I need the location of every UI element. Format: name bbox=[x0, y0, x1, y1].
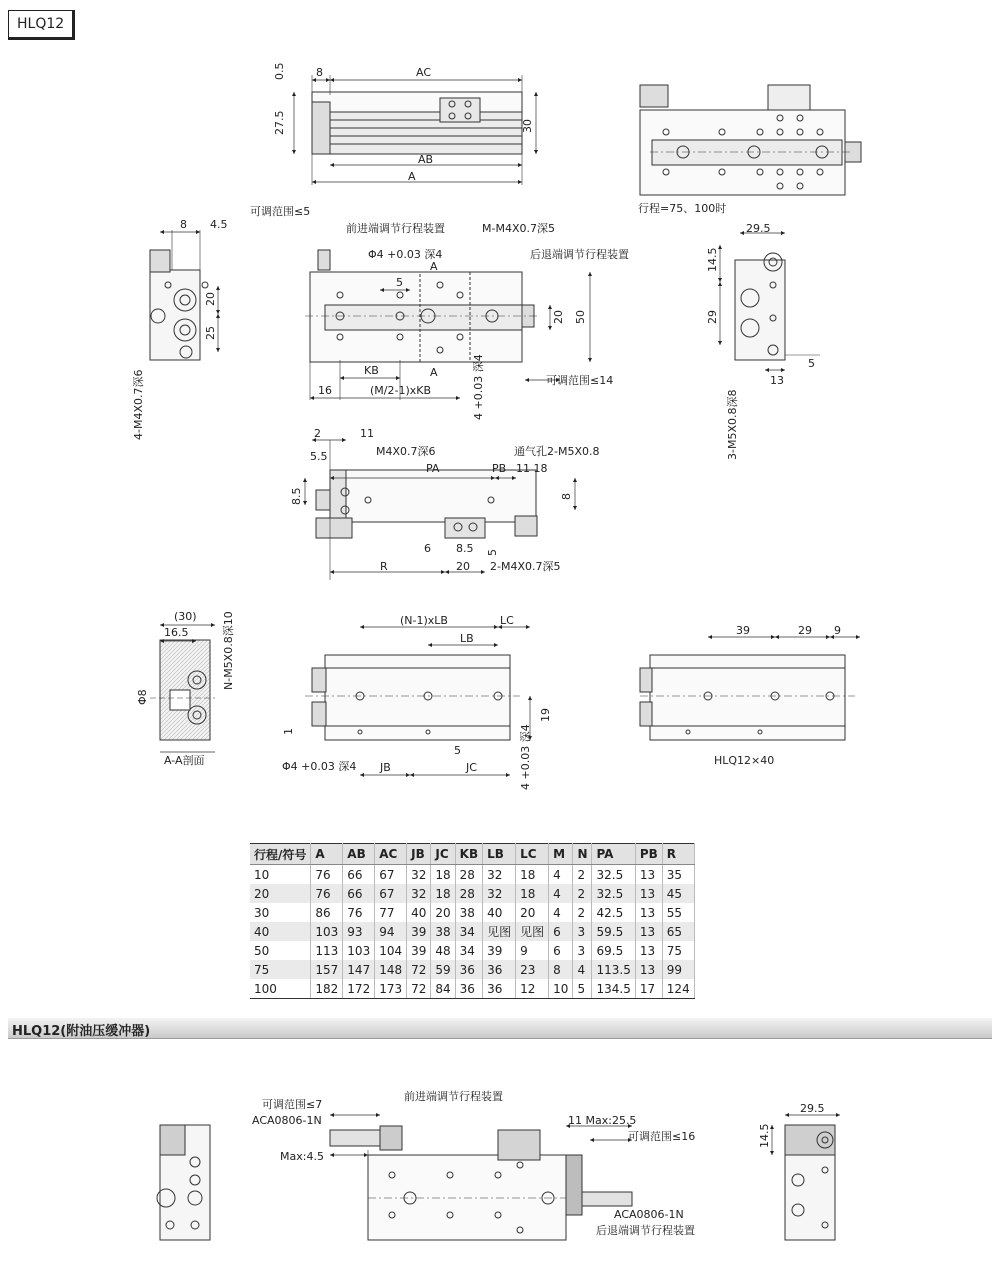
view-side-middle bbox=[305, 440, 575, 580]
table-row bbox=[250, 960, 694, 979]
dim-a: A bbox=[408, 170, 416, 183]
dim-8-left: 8 bbox=[180, 218, 187, 231]
table-row bbox=[250, 941, 694, 960]
section2-header bbox=[8, 1018, 992, 1039]
table-cell: 13 bbox=[635, 941, 662, 960]
table-header-cell: AC bbox=[375, 844, 407, 865]
table-cell: 4 bbox=[573, 960, 592, 979]
section-aa-label: A-A剖面 bbox=[164, 754, 205, 767]
table-header-cell: JB bbox=[407, 844, 431, 865]
dim-8-top: 8 bbox=[316, 66, 323, 79]
table-cell: 9 bbox=[516, 941, 549, 960]
table-cell: 见图 bbox=[483, 922, 516, 941]
table-header-cell: PB bbox=[635, 844, 662, 865]
table-cell: 38 bbox=[455, 903, 482, 922]
dim-5b: 5 bbox=[486, 549, 499, 556]
table-cell: 32 bbox=[483, 865, 516, 885]
table-cell: 34 bbox=[455, 941, 482, 960]
table-cell: 32 bbox=[407, 884, 431, 903]
table-cell: 173 bbox=[375, 979, 407, 999]
table-header-cell: LB bbox=[483, 844, 516, 865]
table-cell: 30 bbox=[250, 903, 311, 922]
n-m5-note: N-M5X0.8深10 bbox=[222, 611, 235, 690]
dim-19: 19 bbox=[539, 708, 552, 722]
table-header-cell: AB bbox=[343, 844, 375, 865]
dim-14-5b: 14.5 bbox=[758, 1123, 771, 1148]
table-cell: 75 bbox=[662, 941, 694, 960]
dim-8-5: 8.5 bbox=[290, 487, 303, 505]
dim-0-5: 0.5 bbox=[273, 62, 286, 80]
table-cell: 99 bbox=[662, 960, 694, 979]
table-cell: 40 bbox=[483, 903, 516, 922]
view-shock-right-end bbox=[772, 1115, 840, 1240]
table-cell: 3 bbox=[573, 922, 592, 941]
table-cell: 59.5 bbox=[592, 922, 635, 941]
section-mark-a2: A bbox=[430, 366, 438, 379]
section-mark-a1: A bbox=[430, 260, 438, 273]
view-top-side bbox=[294, 75, 536, 185]
rear-adj-note: 后退端调节行程装置 bbox=[530, 248, 629, 261]
m-m4-note: M-M4X0.7深5 bbox=[482, 222, 555, 235]
adj-range-5: 可调范围≤5 bbox=[250, 205, 311, 218]
dim-9: 9 bbox=[834, 624, 841, 637]
dim-5c: 5 bbox=[454, 744, 461, 757]
stroke-note: 行程=75、100时 bbox=[638, 202, 727, 215]
table-header-cell: 行程/符号 bbox=[250, 844, 311, 865]
dim-29-5b: 29.5 bbox=[800, 1102, 825, 1115]
table-cell: 124 bbox=[662, 979, 694, 999]
model-badge: HLQ12 bbox=[8, 10, 75, 40]
section2-title: HLQ12(附油压缓冲器) bbox=[12, 1024, 151, 1039]
table-cell: 34 bbox=[455, 922, 482, 941]
table-cell: 4 bbox=[549, 884, 573, 903]
dim-phi8: Φ8 bbox=[136, 689, 149, 705]
adj-range-14: 可调范围≤14 bbox=[546, 374, 614, 387]
table-cell: 50 bbox=[250, 941, 311, 960]
table-header-cell: KB bbox=[455, 844, 482, 865]
dimension-labels bbox=[132, 63, 841, 1238]
dim-30p: (30) bbox=[174, 610, 197, 623]
view-hlq12x40 bbox=[640, 637, 860, 740]
table-cell: 28 bbox=[455, 884, 482, 903]
dim-16-5: 16.5 bbox=[164, 626, 189, 639]
hlq40-label: HLQ12×40 bbox=[714, 754, 775, 767]
aca-left-label: ACA0806-1N bbox=[252, 1114, 322, 1127]
spec-table bbox=[250, 843, 695, 999]
table-cell: 66 bbox=[343, 865, 375, 885]
table-cell: 13 bbox=[635, 922, 662, 941]
dim-n1lb: (N-1)xLB bbox=[400, 614, 448, 627]
table-cell: 148 bbox=[375, 960, 407, 979]
dim-11-18: 11 18 bbox=[516, 462, 548, 475]
table-cell: 77 bbox=[375, 903, 407, 922]
table-cell: 103 bbox=[343, 941, 375, 960]
adj-range-16: 可调范围≤16 bbox=[628, 1130, 696, 1143]
table-cell: 18 bbox=[431, 884, 455, 903]
table-cell: 157 bbox=[311, 960, 343, 979]
dim-5-5: 5.5 bbox=[310, 450, 328, 463]
table-cell: 38 bbox=[431, 922, 455, 941]
table-cell: 10 bbox=[549, 979, 573, 999]
table-cell: 28 bbox=[455, 865, 482, 885]
dim-kb: KB bbox=[364, 364, 379, 377]
table-cell: 17 bbox=[635, 979, 662, 999]
dim-6: 6 bbox=[424, 542, 431, 555]
table-cell: 2 bbox=[573, 884, 592, 903]
table-cell: 5 bbox=[573, 979, 592, 999]
table-cell: 93 bbox=[343, 922, 375, 941]
table-cell: 67 bbox=[375, 884, 407, 903]
table-cell: 39 bbox=[483, 941, 516, 960]
table-cell: 48 bbox=[431, 941, 455, 960]
table-cell: 86 bbox=[311, 903, 343, 922]
table-cell: 66 bbox=[343, 884, 375, 903]
dim-20-mid: 20 bbox=[552, 310, 565, 324]
phi4-note: Φ4 +0.03 深4 bbox=[368, 248, 443, 261]
table-cell: 12 bbox=[516, 979, 549, 999]
table-cell: 67 bbox=[375, 865, 407, 885]
table-row bbox=[250, 979, 694, 999]
table-cell: 3 bbox=[573, 941, 592, 960]
view-section-aa bbox=[150, 625, 215, 752]
table-cell: 18 bbox=[431, 865, 455, 885]
dim-4-5-left: 4.5 bbox=[210, 218, 228, 231]
dim-max-4-5: Max:4.5 bbox=[280, 1150, 324, 1163]
table-cell: 13 bbox=[635, 960, 662, 979]
table-row bbox=[250, 865, 694, 885]
dim-lc: LC bbox=[500, 614, 514, 627]
table-cell: 18 bbox=[516, 884, 549, 903]
table-header-cell: N bbox=[573, 844, 592, 865]
table-header-cell: A bbox=[311, 844, 343, 865]
table-cell: 36 bbox=[455, 960, 482, 979]
dim-20-left: 20 bbox=[204, 292, 217, 306]
dim-5-right: 5 bbox=[808, 357, 815, 370]
view-shock-left-end bbox=[157, 1125, 210, 1240]
dim-5-mid: 5 bbox=[396, 276, 403, 289]
table-header-cell: PA bbox=[592, 844, 635, 865]
table-cell: 72 bbox=[407, 960, 431, 979]
table-cell: 75 bbox=[250, 960, 311, 979]
m4-left-note: 4-M4X0.7深6 bbox=[132, 369, 145, 440]
table-row bbox=[250, 922, 694, 941]
table-header-cell: M bbox=[549, 844, 573, 865]
table-cell: 18 bbox=[516, 865, 549, 885]
m4-2-note: 2-M4X0.7深5 bbox=[490, 560, 561, 573]
table-header-cell: JC bbox=[431, 844, 455, 865]
table-cell: 147 bbox=[343, 960, 375, 979]
table-cell: 13 bbox=[635, 903, 662, 922]
table-cell: 72 bbox=[407, 979, 431, 999]
dim-2: 2 bbox=[314, 427, 321, 440]
table-cell: 36 bbox=[483, 979, 516, 999]
table-cell: 65 bbox=[662, 922, 694, 941]
dim-ac: AC bbox=[416, 66, 432, 79]
dim-29: 29 bbox=[798, 624, 812, 637]
table-header-cell: LC bbox=[516, 844, 549, 865]
dim-lb: LB bbox=[460, 632, 474, 645]
table-cell: 134.5 bbox=[592, 979, 635, 999]
table-cell: 8 bbox=[549, 960, 573, 979]
table-cell: 76 bbox=[311, 884, 343, 903]
dim-8-right: 8 bbox=[560, 493, 573, 500]
table-cell: 45 bbox=[662, 884, 694, 903]
dim-50: 50 bbox=[574, 310, 587, 324]
dim-r: R bbox=[380, 560, 388, 573]
table-row bbox=[250, 903, 694, 922]
dim-pb: PB bbox=[492, 462, 507, 475]
dim-14-5-right: 14.5 bbox=[706, 247, 719, 272]
vent-note: 通气孔2-M5X0.8 bbox=[514, 445, 600, 458]
dim-pa: PA bbox=[426, 462, 440, 475]
rear-adj2-note: 后退端调节行程装置 bbox=[596, 1224, 695, 1237]
table-cell: 2 bbox=[573, 865, 592, 885]
dim-4-0-03: 4 +0.03 深4 bbox=[472, 354, 485, 420]
dim-11: 11 bbox=[360, 427, 374, 440]
dim-ab: AB bbox=[418, 153, 434, 166]
dim-jb: JB bbox=[380, 761, 391, 774]
phi4b-note: Φ4 +0.03 深4 bbox=[282, 760, 357, 773]
front-adj-note: 前进端调节行程装置 bbox=[346, 222, 445, 235]
table-cell: 40 bbox=[250, 922, 311, 941]
view-shock-top bbox=[330, 1115, 632, 1240]
table-cell: 6 bbox=[549, 922, 573, 941]
dim-20b: 20 bbox=[456, 560, 470, 573]
dim-39: 39 bbox=[736, 624, 750, 637]
table-cell: 见图 bbox=[516, 922, 549, 941]
table-cell: 39 bbox=[407, 941, 431, 960]
m4-x-note: M4X0.7深6 bbox=[376, 445, 436, 458]
table-cell: 2 bbox=[573, 903, 592, 922]
table-cell: 20 bbox=[516, 903, 549, 922]
table-cell: 42.5 bbox=[592, 903, 635, 922]
dim-13-right: 13 bbox=[770, 374, 784, 387]
dim-27-5: 27.5 bbox=[273, 110, 286, 135]
dim-29-5-right: 29.5 bbox=[746, 222, 771, 235]
table-cell: 104 bbox=[375, 941, 407, 960]
dim-29-right: 29 bbox=[706, 310, 719, 324]
table-cell: 32.5 bbox=[592, 865, 635, 885]
table-cell: 76 bbox=[343, 903, 375, 922]
table-cell: 32 bbox=[483, 884, 516, 903]
dim-11max: 11 Max:25.5 bbox=[568, 1114, 637, 1127]
table-cell: 35 bbox=[662, 865, 694, 885]
table-cell: 13 bbox=[635, 865, 662, 885]
table-cell: 4 bbox=[549, 865, 573, 885]
dim-m2kb: (M/2-1)xKB bbox=[370, 384, 432, 397]
table-cell: 182 bbox=[311, 979, 343, 999]
table-cell: 32 bbox=[407, 865, 431, 885]
view-bottom-middle bbox=[305, 627, 530, 775]
table-cell: 10 bbox=[250, 865, 311, 885]
table-cell: 6 bbox=[549, 941, 573, 960]
table-row bbox=[250, 884, 694, 903]
table-cell: 32.5 bbox=[592, 884, 635, 903]
table-header-row bbox=[250, 844, 694, 865]
table-cell: 103 bbox=[311, 922, 343, 941]
table-cell: 13 bbox=[635, 884, 662, 903]
table-cell: 113.5 bbox=[592, 960, 635, 979]
adj-range-7: 可调范围≤7 bbox=[262, 1098, 323, 1111]
table-cell: 59 bbox=[431, 960, 455, 979]
aca-right-label: ACA0806-1N bbox=[614, 1208, 684, 1221]
dim-25-left: 25 bbox=[204, 326, 217, 340]
dim-16: 16 bbox=[318, 384, 332, 397]
table-cell: 4 bbox=[549, 903, 573, 922]
dim-8-5b: 8.5 bbox=[456, 542, 474, 555]
table-cell: 94 bbox=[375, 922, 407, 941]
table-cell: 23 bbox=[516, 960, 549, 979]
table-cell: 55 bbox=[662, 903, 694, 922]
table-cell: 100 bbox=[250, 979, 311, 999]
table-cell: 76 bbox=[311, 865, 343, 885]
table-cell: 20 bbox=[250, 884, 311, 903]
table-cell: 113 bbox=[311, 941, 343, 960]
dim-jc: JC bbox=[466, 761, 477, 774]
table-cell: 69.5 bbox=[592, 941, 635, 960]
dim-4-0-03b: 4 +0.03 深4 bbox=[519, 724, 532, 790]
table-cell: 84 bbox=[431, 979, 455, 999]
table-cell: 40 bbox=[407, 903, 431, 922]
table-header-cell: R bbox=[662, 844, 694, 865]
front-adj2-note: 前进端调节行程装置 bbox=[404, 1090, 503, 1103]
table-cell: 39 bbox=[407, 922, 431, 941]
dim-30: 30 bbox=[521, 119, 534, 133]
m5-right-note: 3-M5X0.8深8 bbox=[726, 389, 739, 460]
table-cell: 36 bbox=[455, 979, 482, 999]
view-top-right bbox=[640, 85, 861, 195]
table-cell: 172 bbox=[343, 979, 375, 999]
view-right-end bbox=[720, 233, 820, 370]
table-cell: 20 bbox=[431, 903, 455, 922]
table-cell: 36 bbox=[483, 960, 516, 979]
dim-1: 1 bbox=[282, 728, 295, 735]
